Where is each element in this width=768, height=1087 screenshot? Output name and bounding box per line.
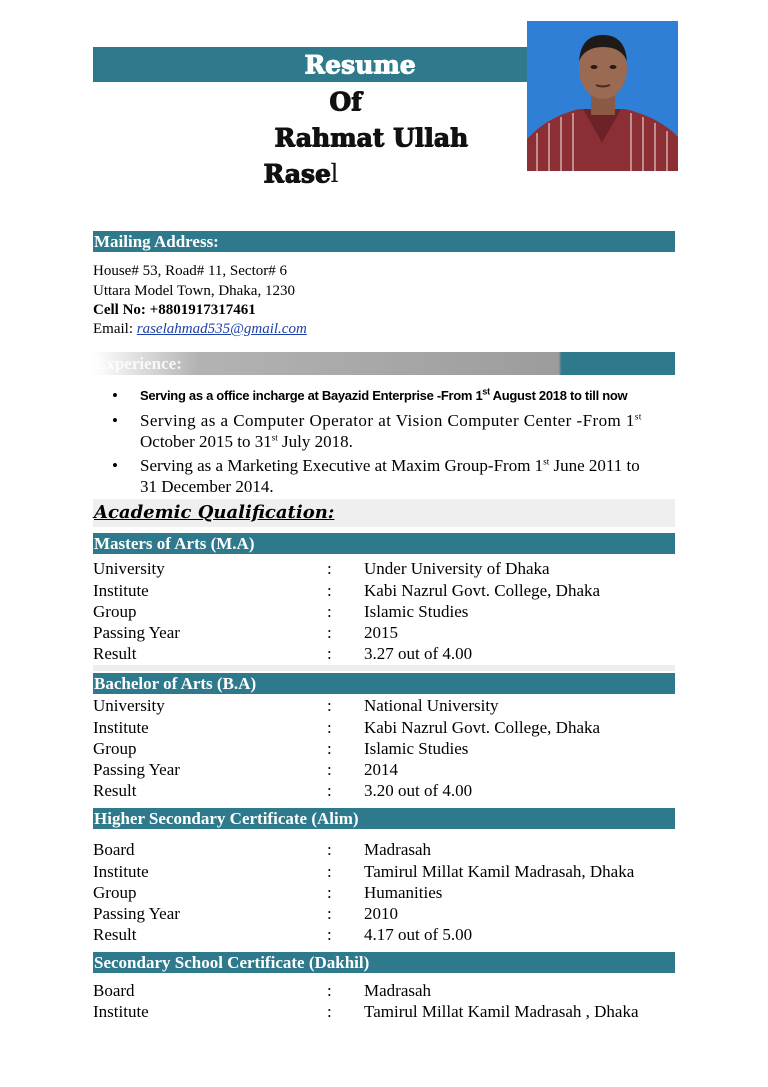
email-label: Email:	[93, 321, 137, 337]
table-row: Result : 3.27 out of 4.00	[93, 644, 473, 663]
bullet-2: •	[112, 411, 118, 430]
experience-item-1: Serving as a office incharge at Bayazid Enterprise -From 1st August 2018 to till now	[140, 386, 628, 403]
candidate-name: Rahmat Ullah	[274, 123, 468, 152]
experience-item-2: Serving as a Computer Operator at Vision Computer Center -From 1st	[140, 411, 642, 430]
ssc-bar	[93, 952, 675, 973]
experience-bar	[93, 352, 675, 375]
bullet-3: •	[112, 456, 118, 475]
table-row: Passing Year : 2014	[93, 760, 398, 779]
academic-heading-bar	[93, 499, 675, 527]
title-of: Of	[329, 87, 362, 116]
address-line-2: Uttara Model Town, Dhaka, 1230	[93, 283, 295, 299]
mailing-address-heading: Mailing Address:	[94, 232, 219, 251]
hsc-title: Higher Secondary Certificate (Alim)	[94, 809, 359, 828]
bullet-1: •	[112, 386, 118, 405]
table-row: Group : Humanities	[93, 883, 443, 902]
table-row: Institute : Kabi Nazrul Govt. College, Dhaka	[93, 581, 601, 600]
table-row: Result : 3.20 out of 4.00	[93, 781, 473, 800]
academic-heading: Academic Qualification:	[94, 502, 335, 523]
hsc-bar	[93, 808, 675, 829]
mailing-address-bar	[93, 231, 675, 252]
table-row: University : National University	[93, 696, 499, 715]
ssc-title: Secondary School Certificate (Dakhil)	[94, 953, 370, 972]
table-row: Group : Islamic Studies	[93, 602, 469, 621]
masters-title: Masters of Arts (M.A)	[94, 534, 255, 553]
experience-item-3: Serving as a Marketing Executive at Maxim Group-From 1st June 2011 to	[140, 456, 640, 475]
table-row: University : Under University of Dhaka	[93, 559, 550, 578]
table-row: Result : 4.17 out of 5.00	[93, 925, 473, 944]
bachelor-title: Bachelor of Arts (B.A)	[94, 674, 257, 693]
table-row: Group : Islamic Studies	[93, 739, 469, 758]
bachelor-bar	[93, 673, 675, 694]
masters-bar	[93, 533, 675, 554]
table-row: Board : Madrasah	[93, 981, 432, 1000]
table-row: Board : Madrasah	[93, 840, 432, 859]
table-row: Institute : Kabi Nazrul Govt. College, Dhaka	[93, 718, 601, 737]
experience-heading: Experience:	[95, 354, 182, 373]
table-row: Institute : Tamirul Millat Kamil Madrasah , Dhaka	[93, 1002, 639, 1021]
experience-item-2-cont: October 2015 to 31st July 2018.	[140, 432, 353, 451]
person-photo-icon	[527, 21, 678, 171]
experience-item-3-cont: 31 December 2014.	[140, 477, 274, 496]
divider	[93, 665, 675, 671]
table-row: Passing Year : 2015	[93, 623, 398, 642]
email-link[interactable]: raselahmad535@gmail.com	[136, 321, 307, 337]
email-row	[93, 320, 307, 339]
table-row: Institute : Tamirul Millat Kamil Madrasah, Dhaka	[93, 862, 635, 881]
cell-number: Cell No: +8801917317461	[93, 302, 256, 318]
address-line-1: House# 53, Road# 11, Sector# 6	[93, 263, 288, 279]
resume-title: Resume	[304, 50, 416, 79]
profile-photo	[527, 21, 678, 171]
candidate-surname: Rasel	[263, 159, 339, 188]
table-row: Passing Year : 2010	[93, 904, 398, 923]
